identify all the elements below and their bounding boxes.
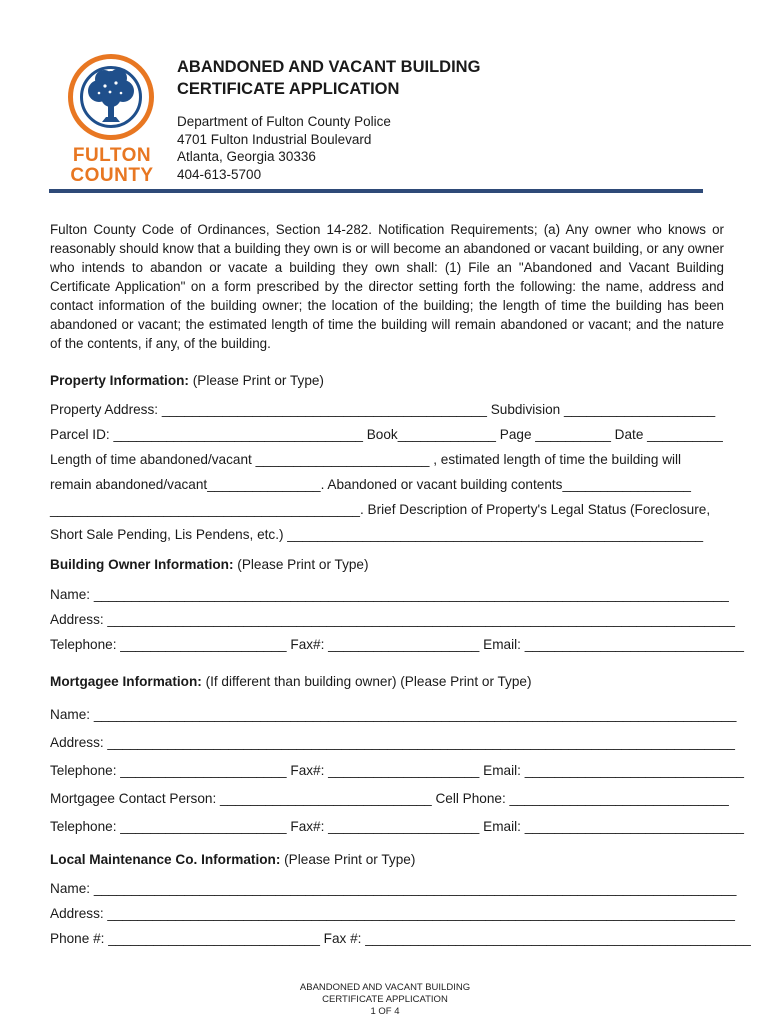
footer-line-2: CERTIFICATE APPLICATION: [322, 994, 448, 1005]
mortgagee-section-heading: [50, 674, 726, 689]
owner-telephone-field[interactable]: Telephone: ______________________ Fax#: ____________________ Email: _____________________________: [50, 637, 744, 652]
page-footer: [0, 982, 770, 1018]
mortgagee-telephone-2-field[interactable]: Telephone: ______________________ Fax#: ____________________ Email: _____________________________: [50, 819, 744, 834]
property-section-heading: [50, 373, 726, 388]
property-address-field[interactable]: Property Address: ___________________________________________ Subdivision ____________________: [50, 402, 716, 417]
title-line-1: ABANDONED AND VACANT BUILDING: [177, 58, 481, 76]
contents-field[interactable]: _________________________________________. Brief Description of Property's Legal Status (Foreclosure,: [50, 502, 711, 517]
owner-name-field[interactable]: Name: ____________________________________________________________________________________: [50, 587, 729, 602]
owner-address-field[interactable]: Address: ___________________________________________________________________________________: [50, 612, 735, 627]
department-address: 4701 Fulton Industrial Boulevard: [177, 131, 372, 147]
parcel-id-field[interactable]: Parcel ID: _________________________________ Book_____________ Page __________ Date __________: [50, 427, 723, 442]
maintenance-heading: Local Maintenance Co. Information:: [50, 852, 281, 867]
tree-icon: [80, 64, 142, 130]
mortgagee-name-field[interactable]: Name: _____________________________________________________________________________________: [50, 707, 737, 722]
document-title: [177, 56, 557, 100]
owner-heading: Building Owner Information:: [50, 557, 234, 572]
mortgagee-heading: Mortgagee Information:: [50, 674, 202, 689]
logo-word-county: COUNTY: [70, 165, 154, 186]
property-heading: Property Information:: [50, 373, 189, 388]
department-name: Department of Fulton County Police: [177, 114, 391, 129]
remain-abandoned-field[interactable]: remain abandoned/vacant_______________. Abandoned or vacant building contents_________________: [50, 477, 691, 492]
fulton-county-logo: [64, 54, 160, 186]
department-phone: 404-613-5700: [177, 166, 262, 182]
logo-word-fulton: FULTON: [72, 145, 152, 166]
maintenance-address-field[interactable]: Address: ___________________________________________________________________________________: [50, 906, 735, 921]
title-line-2: CERTIFICATE APPLICATION: [177, 80, 400, 98]
header-divider: [49, 189, 703, 193]
owner-section-heading: [50, 557, 726, 572]
footer-page-number: 1 OF 4: [370, 1006, 400, 1017]
department-city: Atlanta, Georgia 30336: [177, 149, 316, 165]
maintenance-section-heading: [50, 852, 726, 867]
maintenance-heading-note: (Please Print or Type): [284, 852, 416, 867]
footer-line-1: ABANDONED AND VACANT BUILDING: [299, 982, 471, 993]
property-heading-note: (Please Print or Type): [192, 373, 324, 388]
owner-heading-note: (Please Print or Type): [237, 557, 369, 572]
mortgagee-contact-field[interactable]: Mortgagee Contact Person: ____________________________ Cell Phone: _____________________________: [50, 791, 729, 806]
maintenance-phone-field[interactable]: Phone #: ____________________________ Fax #: ___________________________________________________: [50, 931, 751, 946]
maintenance-name-field[interactable]: Name: _____________________________________________________________________________________: [50, 881, 737, 896]
ordinance-paragraph: Fulton County Code of Ordinances, Section 14-282. Notification Requirements; (a) Any owner who knows or reasonably should know that a building they own is or will become an abandoned or vacant building, or any owner who intends to abandon or vacate a building they own shall: (1) File an "Abandoned and Vacant Building Certificate Application" on a form prescribed by the director setting forth the following: the name, address and contact information of the building owner; the location of the building; the length of time the building has been abandoned or vacant; the estimated length of time the building will remain abandoned or vacant; and the nature of the contents, if any, of the building.: [50, 222, 724, 351]
mortgagee-telephone-field[interactable]: Telephone: ______________________ Fax#: ____________________ Email: _____________________________: [50, 763, 744, 778]
mortgagee-heading-note: (If different than building owner) (Please Print or Type): [205, 674, 532, 689]
length-abandoned-field[interactable]: Length of time abandoned/vacant _______________________ , estimated length of time the building will: [50, 452, 682, 467]
mortgagee-address-field[interactable]: Address: ___________________________________________________________________________________: [50, 735, 735, 750]
legal-status-field[interactable]: Short Sale Pending, Lis Pendens, etc.) _______________________________________________________: [50, 527, 704, 542]
department-contact-block: [177, 113, 391, 183]
